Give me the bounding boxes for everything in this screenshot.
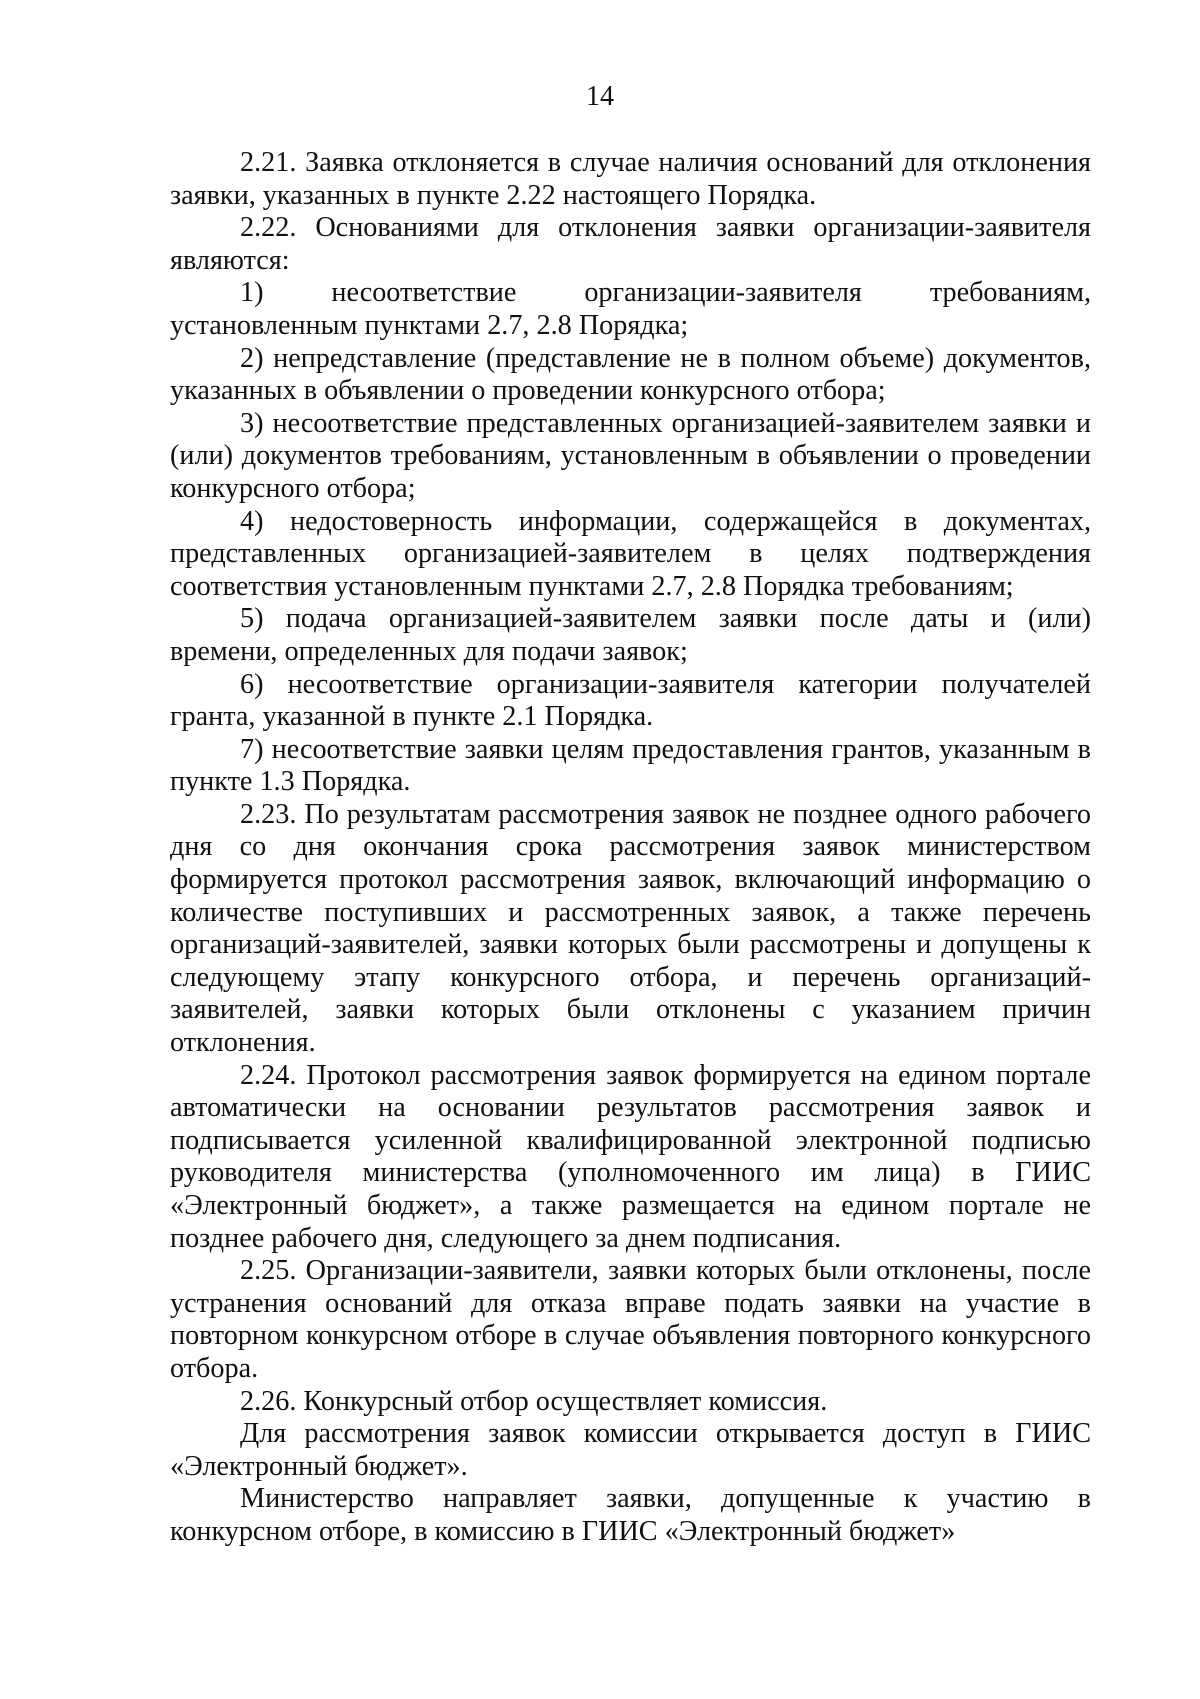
paragraph-2-22: 2.22. Основаниями для отклонения заявки организации-заявителя являются: bbox=[170, 212, 1091, 276]
paragraph-2-26: 2.26. Конкурсный отбор осуществляет комиссия. bbox=[240, 1385, 828, 1417]
list-item-7: 7) несоответствие заявки целям предоставления грантов, указанным в пункте 1.3 Порядка. bbox=[170, 733, 1091, 798]
paragraph-2-21: 2.21. Заявка отклоняется в случае наличия оснований для отклонения заявки, указанных в пункте 2.22 настоящего Порядка. bbox=[170, 147, 1091, 211]
paragraph-2-25: 2.25. Организации-заявители, заявки которых были отклонены, после устранения оснований для отказа вправе подать заявки на участие в повторном конкурсном отборе в случае объявления повторного конкурсного отбора. bbox=[170, 1255, 1091, 1384]
paragraph-2-24: 2.24. Протокол рассмотрения заявок формируется на едином портале автоматически на основании результатов рассмотрения заявок и подписывается усиленной квалифицированной электронной подписью руководителя министерства (уполномоченного им лица) в ГИИС «Электронный бюджет», а также размещается на едином портале не позднее рабочего дня, следующего за днем подписания. bbox=[170, 1059, 1091, 1254]
page-number: 14 bbox=[586, 81, 614, 112]
list-item-4: 4) недостоверность информации, содержащейся в документах, представленных организацией-заявителем в целях подтверждения соответствия установленным пунктами 2.7, 2.8 Порядка требованиям; bbox=[170, 505, 1091, 602]
list-item-5: 5) подача организацией-заявителем заявки после даты и (или) времени, определенных для подачи заявок; bbox=[170, 603, 1091, 667]
paragraph-2-23: 2.23. По результатам рассмотрения заявок не позднее одного рабочего дня со дня окончания срока рассмотрения заявок министерством формируется протокол рассмотрения заявок, включающий информацию о количестве поступивших и рассмотренных заявок, а также перечень организаций-заявителей, заявки которых были рассмотрены и допущены к следующему этапу конкурсного отбора, и перечень организаций-заявителей, заявки которых были отклонены с указанием причин отклонения. bbox=[170, 798, 1091, 1059]
paragraph-commission-access: Для рассмотрения заявок комиссии открывается доступ в ГИИС «Электронный бюджет». bbox=[170, 1418, 1091, 1482]
list-item-3: 3) несоответствие представленных организацией-заявителем заявки и (или) документов требованиям, установленным в объявлении о проведении конкурсного отбора; bbox=[170, 407, 1091, 504]
paragraph-ministry-sends: Министерство направляет заявки, допущенные к участию в конкурсном отборе, в комиссию в ГИИС «Электронный бюджет» bbox=[170, 1483, 1091, 1547]
list-item-2: 2) непредставление (представление не в полном объеме) документов, указанных в объявлении о проведении конкурсного отбора; bbox=[170, 342, 1091, 407]
document-body bbox=[170, 147, 1091, 1549]
list-item-1: 1) несоответствие организации-заявителя требованиям, установленным пунктами 2.7, 2.8 Порядка; bbox=[170, 277, 1091, 341]
list-item-6: 6) несоответствие организации-заявителя категории получателей гранта, указанной в пункте 2.1 Порядка. bbox=[170, 668, 1091, 733]
